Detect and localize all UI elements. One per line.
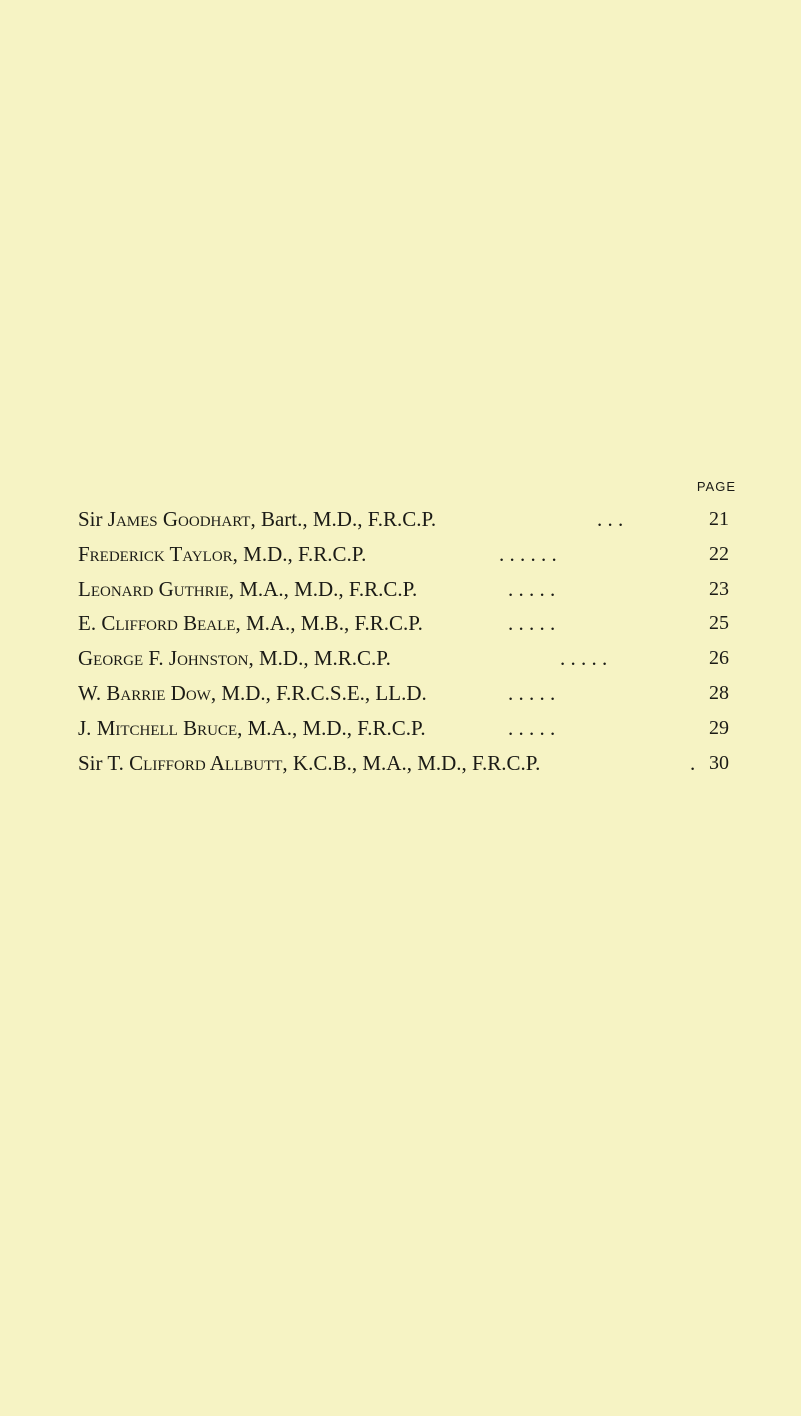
dot-leader: . . . . . .: [499, 541, 557, 566]
toc-entry: [78, 574, 736, 609]
toc-entry-prefix: J.: [78, 715, 97, 740]
page-column-label: PAGE: [696, 479, 736, 494]
toc-entry: [78, 539, 736, 574]
toc-entry-name: Clifford Beale: [101, 611, 236, 636]
toc-entry-prefix: Sir: [78, 507, 108, 531]
toc-entry-page: 22: [709, 542, 729, 565]
toc-entry-suffix: , Bart., M.D., F.R.C.P.: [250, 507, 437, 531]
dot-leader: . . .: [597, 507, 624, 531]
toc-entry-page: 23: [709, 577, 729, 600]
toc-entry-name: George F. Johnston: [78, 646, 249, 671]
toc-entry-title: [78, 504, 436, 534]
toc-entry-name: Frederick Taylor: [78, 541, 233, 566]
toc-entry-suffix: , M.A., M.D., F.R.C.P.: [228, 576, 418, 601]
toc-entry-page: 25: [709, 612, 729, 635]
toc-entry: [78, 713, 736, 748]
toc-entry: [78, 504, 736, 539]
toc-entry-page: 21: [709, 508, 729, 530]
toc-entry-suffix: , K.C.B., M.A., M.D., F.R.C.P.: [282, 750, 541, 775]
dot-leader: . . . . .: [508, 715, 556, 740]
toc-entry-page: 30: [709, 751, 729, 774]
toc-entry-prefix: W.: [78, 680, 107, 705]
dot-leader: . . . . .: [560, 646, 608, 671]
toc-entry-name: Mitchell Bruce: [96, 715, 238, 740]
toc-entry-title: [78, 539, 366, 569]
dot-leader: . . . . .: [508, 611, 556, 636]
table-of-contents: [78, 504, 736, 782]
toc-entry-title: [78, 643, 391, 673]
toc-entry-title: [78, 678, 427, 708]
toc-entry-prefix: Sir T.: [78, 750, 130, 775]
toc-entry-page: 26: [709, 647, 729, 670]
toc-entry: [78, 608, 736, 643]
toc-entry-name: Barrie Dow: [106, 680, 211, 705]
toc-entry: [78, 678, 736, 713]
dot-leader: .: [690, 750, 696, 775]
toc-entry: [78, 748, 736, 783]
toc-entry-suffix: , M.D., F.R.C.S.E., LL.D.: [210, 680, 427, 705]
toc-entry-suffix: , M.D., F.R.C.P.: [232, 541, 367, 566]
toc-entry: [78, 643, 736, 678]
toc-entry-page: 29: [709, 716, 729, 739]
toc-entry-page: 28: [709, 681, 729, 704]
toc-entry-prefix: E.: [78, 611, 102, 636]
dot-leader: . . . . .: [508, 680, 556, 705]
toc-entry-name: James Goodhart: [107, 507, 251, 531]
toc-entry-suffix: , M.D., M.R.C.P.: [248, 646, 391, 671]
toc-entry-title: [78, 608, 423, 638]
dot-leader: . . . . .: [508, 576, 556, 601]
toc-entry-suffix: , M.A., M.D., F.R.C.P.: [237, 715, 426, 740]
toc-entry-title: [78, 574, 417, 604]
toc-entry-title: [78, 748, 540, 778]
toc-entry-suffix: , M.A., M.B., F.R.C.P.: [235, 611, 423, 636]
toc-entry-name: Leonard Guthrie: [78, 576, 229, 601]
toc-entry-name: Clifford Allbutt: [129, 750, 283, 775]
toc-entry-title: [78, 713, 426, 743]
